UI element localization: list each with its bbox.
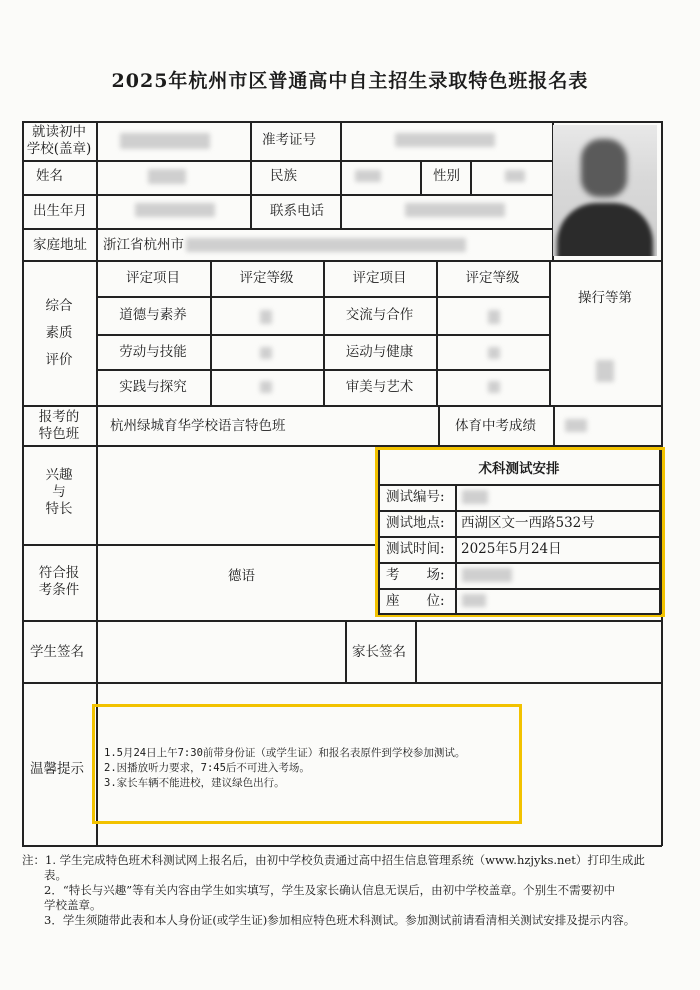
name-label: 姓名 [36,168,63,184]
eval-item-left-3: 实践与探究 [119,379,187,395]
address-value: 浙江省杭州市 [103,237,184,253]
eval-item-right-3: 审美与艺术 [345,379,414,395]
ethnicity-label: 民族 [270,168,297,184]
eval-header-item-left: 评定项目 [126,270,180,286]
phone-label: 联系电话 [270,203,324,219]
tips-label: 温馨提示 [30,761,84,777]
footnote-2: 2．“特长与兴趣”等有关内容由学生如实填写，学生及家长确认信息无误后，由初中学校盖章。个别生不需要初中 [44,883,616,897]
eval-header-item-right: 评定项目 [352,270,407,286]
school-label: 就读初中 学校(盖章) [26,124,92,157]
test-seat-redacted [462,594,486,607]
conditions-label: 符合报 考条件 [38,565,80,598]
eval-header-grade-left: 评定等级 [239,270,294,286]
test-number-redacted [462,490,488,504]
test-location-value: 西湖区文一西路532号 [461,515,595,531]
footnote-1-cont: 表。 [44,868,67,882]
footnote-1: 注：1. 学生完成特色班术科测试网上报名后，由初中学校负责通过高中招生信息管理系统（www.hzjyks.net）打印生成此 [22,853,645,867]
birth-label: 出生年月 [33,203,87,219]
test-seat-label: 座 位: [386,593,445,609]
test-arrangement-title: 术科测试安排 [478,461,560,477]
address-value-redacted [186,238,466,252]
conditions-value: 德语 [228,568,255,584]
tip-3: 3.家长车辆不能进校，建议绿色出行。 [104,777,285,789]
interest-label: 兴趣 与 特长 [45,467,73,517]
conduct-label: 操行等第 [578,290,632,306]
phone-value-redacted [405,203,505,217]
pe-score-redacted [565,419,587,432]
test-room-redacted [462,568,512,582]
eval-item-right-1: 交流与合作 [345,307,414,323]
gender-value-redacted [505,170,525,182]
school-value-redacted [120,133,210,149]
footnote-2-cont: 学校盖章。 [44,898,102,912]
eval-item-right-2: 运动与健康 [345,344,414,360]
eval-item-left-1: 道德与素养 [119,307,187,323]
name-value-redacted [148,169,186,184]
student-photo [553,125,657,256]
pe-score-label: 体育中考成绩 [455,418,536,434]
test-number-label: 测试编号: [386,489,445,505]
test-room-label: 考 场: [386,567,445,583]
birth-value-redacted [135,203,215,217]
applied-class-label: 报考的 特色班 [38,409,80,442]
test-time-value: 2025年5月24日 [461,541,562,557]
tip-1: 1.5月24日上午7:30前带身份证（或学生证）和报名表原件到学校参加测试。 [104,747,466,759]
parent-sign-label: 家长签名 [352,644,406,660]
test-location-label: 测试地点: [386,515,445,531]
eval-item-left-2: 劳动与技能 [119,344,187,360]
student-sign-label: 学生签名 [30,644,84,660]
ethnicity-value-redacted [355,170,381,182]
exam-no-label: 准考证号 [262,132,316,148]
tips-list [104,746,465,791]
test-time-label: 测试时间: [386,541,445,557]
gender-label: 性别 [433,168,460,184]
eval-header-grade-right: 评定等级 [465,270,520,286]
address-label: 家庭地址 [33,237,87,253]
footnote-3: 3．学生须随带此表和本人身份证(或学生证)参加相应特色班术科测试。参加测试前请看清相关测试安排及提示内容。 [44,913,636,927]
exam-no-value-redacted [395,133,495,147]
applied-class-value: 杭州绿城育华学校语言特色班 [110,418,286,434]
tip-2: 2.因播放听力要求，7:45后不可进入考场。 [104,762,310,774]
evaluation-label: 综合 素质 评价 [45,298,73,368]
form-title: 2025年杭州市区普通高中自主招生录取特色班报名表 [111,70,589,92]
